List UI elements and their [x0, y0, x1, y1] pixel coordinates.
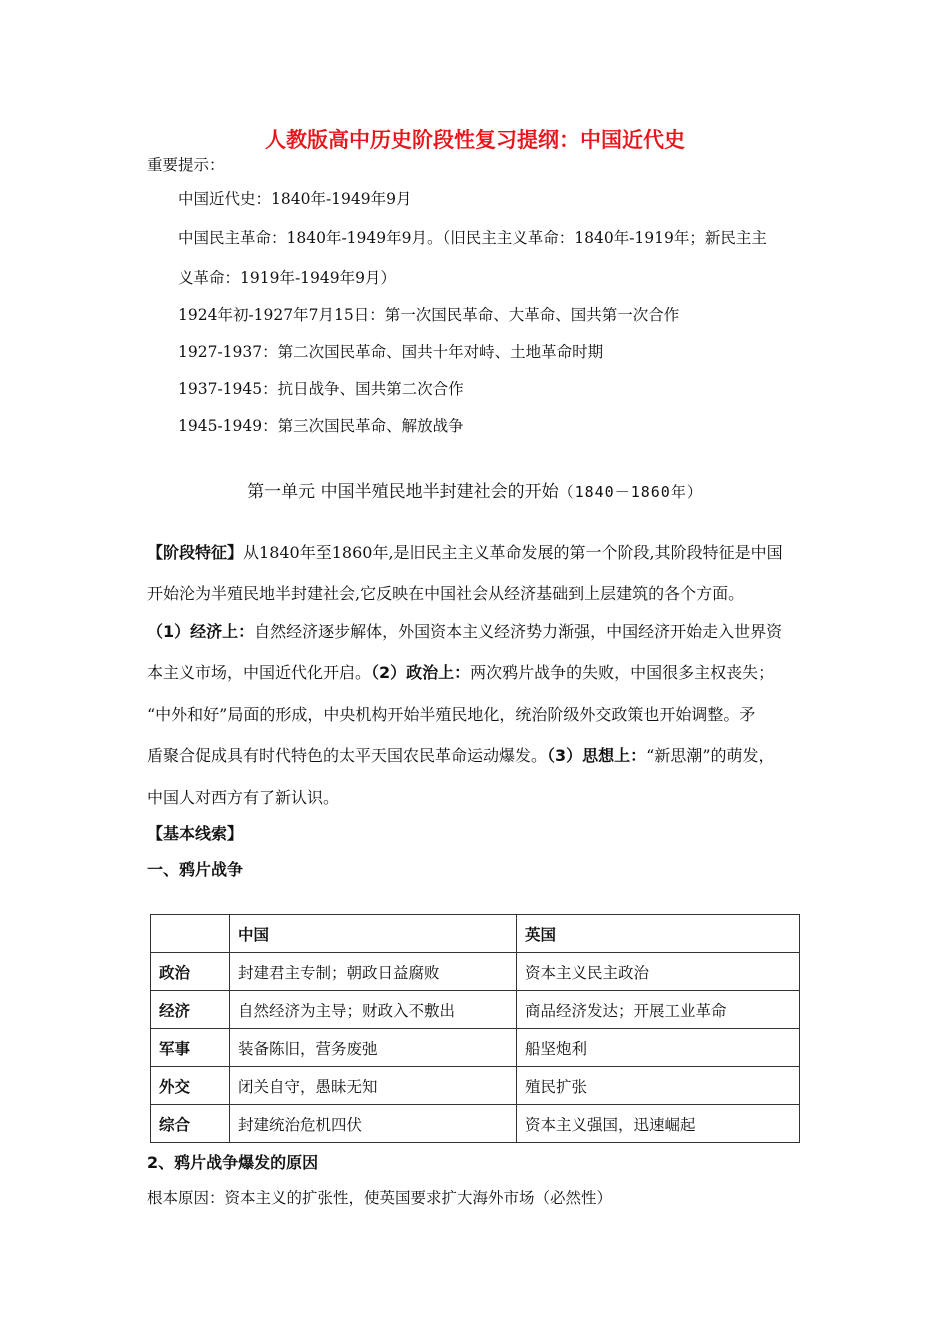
row-label: 综合 — [151, 1105, 230, 1143]
pol-label: （2）政治上： — [371, 663, 471, 682]
table-cell: 资本主义强国，迅速崛起 — [517, 1105, 800, 1143]
tips-label: 重要提示： — [147, 156, 225, 174]
comparison-table — [150, 914, 800, 1143]
table-header-cell — [151, 915, 230, 953]
root-cause-text: 根本原因：资本主义的扩张性，使英国要求扩大海外市场（必然性） — [147, 1189, 613, 1207]
tip-line: 1945-1949：第三次国民革命、解放战争 — [178, 417, 464, 435]
table-cell: 船坚炮利 — [517, 1029, 800, 1067]
clues-label: 【基本线索】 — [147, 824, 244, 843]
unit-title: 第一单元 中国半殖民地半封建社会的开始 — [247, 482, 559, 502]
tip-line: 1927-1937：第二次国民革命、国共十年对峙、土地革命时期 — [178, 343, 604, 361]
table-cell: 封建君主专制；朝政日益腐败 — [230, 953, 517, 991]
table-cell: 资本主义民主政治 — [517, 953, 800, 991]
stage-paragraph-line: 开始沦为半殖民地半封建社会,它反映在中国社会从经济基础到上层建筑的各个方面。 — [147, 584, 745, 603]
row-label: 外交 — [151, 1067, 230, 1105]
tip-line: 义革命：1919年-1949年9月） — [178, 269, 396, 287]
section-heading-causes: 2、鸦片战争爆发的原因 — [147, 1153, 319, 1172]
stage-paragraph-line: （1）经济上：自然经济逐步解体，外国资本主义经济势力渐强，中国经济开始走入世界资 — [147, 622, 783, 641]
table-cell: 闭关自守，愚昧无知 — [230, 1067, 517, 1105]
table-cell: 商品经济发达；开展工业革命 — [517, 991, 800, 1029]
table-row — [151, 1105, 800, 1143]
stage-paragraph-line: 中国人对西方有了新认识。 — [147, 788, 340, 807]
table-cell: 装备陈旧，营务废弛 — [230, 1029, 517, 1067]
stage-paragraph-line: 盾聚合促成具有时代特色的太平天国农民革命运动爆发。（3）思想上：“新思潮”的萌发， — [147, 746, 775, 765]
table-row — [151, 1067, 800, 1105]
table-cell: 殖民扩张 — [517, 1067, 800, 1105]
table-header-row — [151, 915, 800, 953]
table-header-cell: 英国 — [517, 915, 800, 953]
unit-heading — [0, 477, 950, 502]
row-label: 军事 — [151, 1029, 230, 1067]
tip-line: 1937-1945：抗日战争、国共第二次合作 — [178, 380, 464, 398]
row-label: 经济 — [151, 991, 230, 1029]
econ-label: （1）经济上： — [147, 622, 255, 641]
unit-range: （1840－1860年） — [558, 483, 703, 501]
table-row — [151, 953, 800, 991]
tip-line: 中国民主革命：1840年-1949年9月。（旧民主主义革命：1840年-1919年；新民主主 — [178, 229, 767, 247]
table-header-cell: 中国 — [230, 915, 517, 953]
table-cell: 封建统治危机四伏 — [230, 1105, 517, 1143]
stage-label: 【阶段特征】 — [147, 543, 244, 562]
tip-line: 1924年初-1927年7月15日：第一次国民革命、大革命、国共第一次合作 — [178, 306, 680, 324]
tip-line: 中国近代史：1840年-1949年9月 — [178, 190, 412, 208]
row-label: 政治 — [151, 953, 230, 991]
page-title: 人教版高中历史阶段性复习提纲：中国近代史 — [265, 128, 685, 152]
stage-paragraph-line: 本主义市场，中国近代化开启。（2）政治上：两次鸦片战争的失败，中国很多主权丧失； — [147, 663, 775, 682]
table-row — [151, 991, 800, 1029]
stage-paragraph-line: “中外和好”局面的形成，中央机构开始半殖民地化，统治阶级外交政策也开始调整。矛 — [147, 705, 756, 724]
stage-paragraph-line: 【阶段特征】从1840年至1860年,是旧民主主义革命发展的第一个阶段,其阶段特征是中国 — [147, 543, 783, 562]
table-cell: 自然经济为主导；财政入不敷出 — [230, 991, 517, 1029]
thought-label: （3）思想上： — [547, 746, 647, 765]
section-heading-opium-war: 一、鸦片战争 — [147, 860, 244, 879]
table-row — [151, 1029, 800, 1067]
